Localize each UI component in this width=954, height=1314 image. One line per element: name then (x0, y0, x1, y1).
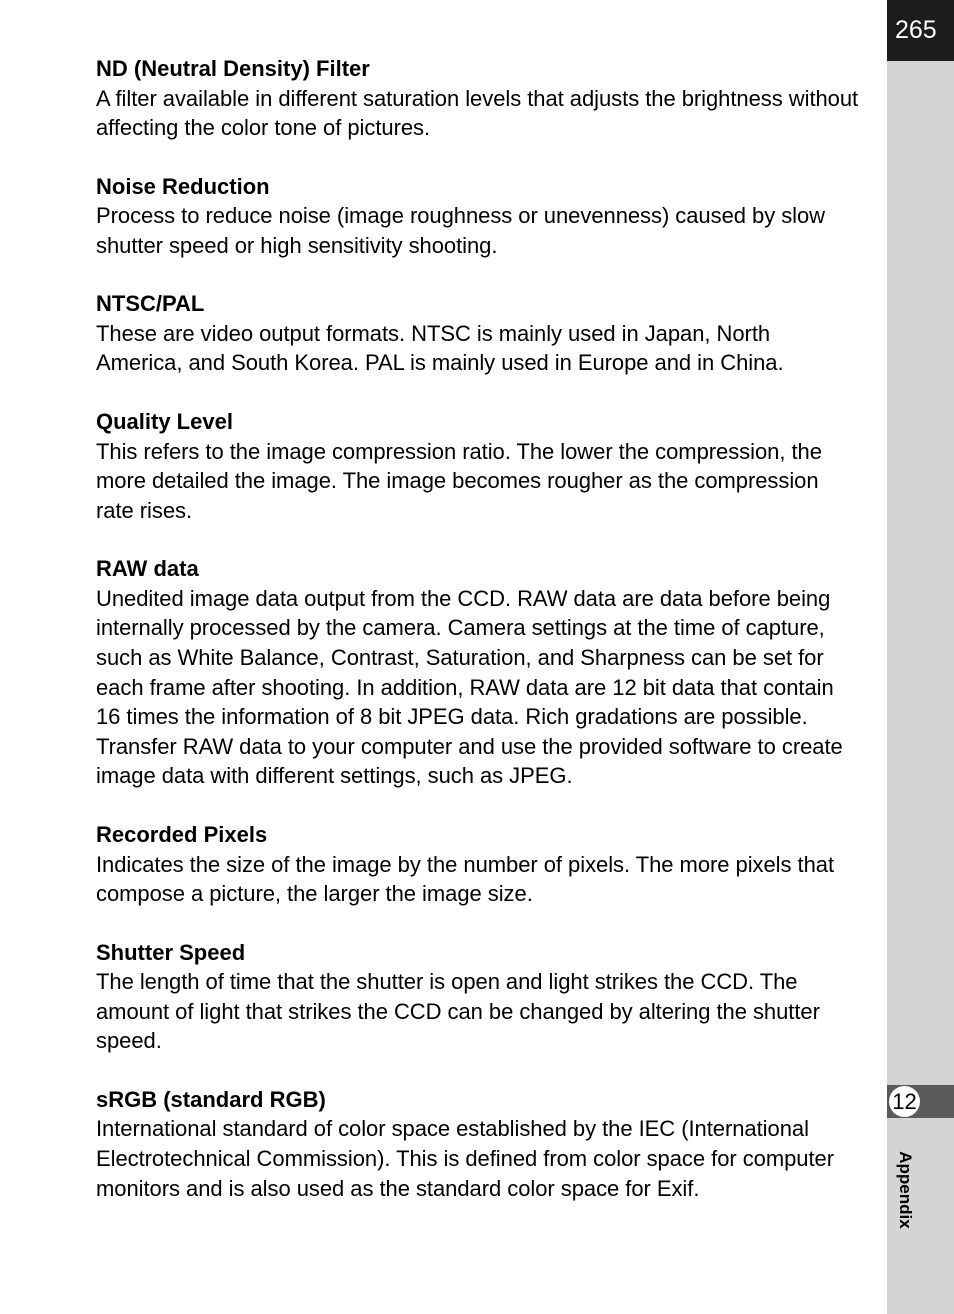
glossary-term: RAW data (96, 556, 199, 582)
glossary-description: These are video output formats. NTSC is mainly used in Japan, North America, and South Korea. PAL is mainly used in Europe and in China. (96, 320, 784, 376)
glossary-description: International standard of color space established by the IEC (International Electrotechnical Commission). This is defined from color space for computer monitors and is also used as the standard color space for Exif. (96, 1116, 835, 1201)
glossary-description: The length of time that the shutter is open and light strikes the CCD. The amount of light that strikes the CCD can be changed by altering the shutter speed. (96, 969, 820, 1054)
glossary-entry (96, 289, 861, 378)
chapter-label: Appendix (896, 1151, 915, 1229)
glossary-description: Unedited image data output from the CCD. RAW data are data before being internally processed by the camera. Camera settings at the time of capture, such as White Balance, Contrast, Saturation, and Sharpness can be set for each frame after shooting. In addition, RAW data are 12 bit data that contain 16 times the information of 8 bit JPEG data. Rich gradations are possible. Transfer RAW data to your computer and use the provided software to create image data with different settings, such as JPEG. (96, 585, 843, 789)
chapter-number: 12 (889, 1086, 920, 1117)
glossary-term: ND (Neutral Density) Filter (96, 56, 370, 81)
glossary-term: Shutter Speed (96, 939, 246, 965)
glossary-description: A filter available in different saturation levels that adjusts the brightness without affecting the color tone of pictures. (96, 85, 859, 141)
glossary-term: NTSC/PAL (96, 291, 205, 317)
glossary-entry (96, 554, 861, 791)
glossary-term: sRGB (standard RGB) (96, 1086, 326, 1112)
glossary-entry (96, 172, 861, 261)
glossary-description: Process to reduce noise (image roughness or unevenness) caused by slow shutter speed or high sensitivity shooting. (96, 203, 826, 258)
glossary-term: Quality Level (96, 409, 233, 435)
page-number: 265 (887, 0, 954, 61)
glossary-entry (96, 820, 861, 909)
glossary-entry (96, 938, 861, 1056)
glossary-entry (96, 407, 861, 525)
glossary-description: Indicates the size of the image by the number of pixels. The more pixels that compose a picture, the larger the image size. (96, 851, 835, 907)
glossary-term: Recorded Pixels (96, 822, 268, 847)
glossary-description: This refers to the image compression ratio. The lower the compression, the more detailed the image. The image becomes rougher as the compression rate rises. (96, 438, 822, 523)
glossary-entry (96, 1085, 861, 1203)
glossary-content (96, 54, 861, 1232)
glossary-term: Noise Reduction (96, 173, 270, 199)
glossary-entry (96, 54, 861, 143)
